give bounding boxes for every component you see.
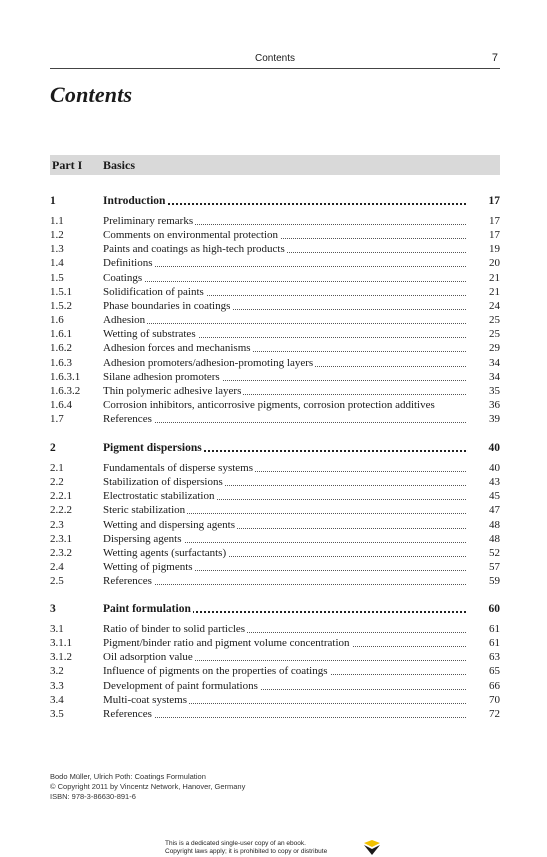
toc-entry-row <box>50 313 500 327</box>
toc-title: Introduction <box>103 195 166 207</box>
toc-number: 1.2 <box>50 229 64 241</box>
toc-page-number: 17 <box>489 229 500 241</box>
toc-number: 3 <box>50 603 56 615</box>
toc-title: Electrostatic stabilization <box>103 490 215 502</box>
toc-entry-row <box>50 327 500 341</box>
toc-title: Paints and coatings as high-tech products <box>103 243 285 255</box>
toc-page-number: 34 <box>489 371 500 383</box>
toc-number: 1.6.3 <box>50 357 72 369</box>
toc-entry-row <box>50 636 500 650</box>
toc-title-wrap <box>103 475 466 489</box>
ebook-notice-line-1: This is a dedicated single-user copy of an ebook. <box>165 840 306 847</box>
toc-number: 3.1.1 <box>50 637 72 649</box>
toc-number: 3.4 <box>50 694 64 706</box>
toc-title-wrap <box>103 228 466 242</box>
toc-number: 1.6 <box>50 314 64 326</box>
toc-entry-row <box>50 356 500 370</box>
toc-title: Pigment/binder ratio and pigment volume concentration <box>103 637 350 649</box>
toc-page-number: 25 <box>489 314 500 326</box>
toc-title: Wetting of substrates <box>103 328 196 340</box>
ebook-notice <box>165 840 327 855</box>
toc-title: Phase boundaries in coatings <box>103 300 231 312</box>
toc-entry-row <box>50 412 500 426</box>
part-name: Basics <box>103 158 136 172</box>
toc-number: 1.5 <box>50 272 64 284</box>
toc-title: Steric stabilization <box>103 504 186 516</box>
toc-page-number: 63 <box>489 651 500 663</box>
toc-number: 1.5.2 <box>50 300 72 312</box>
toc-page-number: 43 <box>489 476 500 488</box>
toc-title-wrap <box>103 193 466 209</box>
toc-title-wrap <box>103 622 466 636</box>
toc-entry-row <box>50 228 500 242</box>
toc-title: Stabilization of dispersions <box>103 476 223 488</box>
toc-title-wrap <box>103 242 466 256</box>
toc-entry-row <box>50 664 500 678</box>
toc-title: Adhesion <box>103 314 146 326</box>
toc-number: 2.5 <box>50 575 64 587</box>
toc-entry-row <box>50 650 500 664</box>
toc-title-wrap <box>103 341 466 355</box>
toc-entry-row <box>50 214 500 228</box>
credits-isbn: ISBN: 978-3-86630-891-6 <box>50 792 136 801</box>
toc-title: Oil adsorption value <box>103 651 193 663</box>
toc-entry-row <box>50 299 500 313</box>
toc-title-wrap <box>103 412 466 426</box>
toc-entry-row <box>50 532 500 546</box>
toc-title: Coatings <box>103 272 143 284</box>
toc-title: Wetting agents (surfactants) <box>103 547 227 559</box>
toc-page-number: 52 <box>489 547 500 559</box>
toc-title: Thin polymeric adhesive layers <box>103 385 242 397</box>
toc-page-number: 19 <box>489 243 500 255</box>
toc-title: Preliminary remarks <box>103 215 194 227</box>
toc-number: 3.2 <box>50 665 64 677</box>
toc-title: Silane adhesion promoters <box>103 371 220 383</box>
toc-number: 1.6.1 <box>50 328 72 340</box>
toc-entry-row <box>50 461 500 475</box>
toc-title-wrap <box>103 313 466 327</box>
ebook-notice-line-2: Copyright laws apply; it is prohibited to copy or distribute <box>165 847 328 855</box>
toc-number: 1.7 <box>50 413 64 425</box>
toc-page-number: 72 <box>489 708 500 720</box>
toc-page-number: 61 <box>489 623 500 635</box>
toc-entry-row <box>50 489 500 503</box>
toc-number: 2.2 <box>50 476 64 488</box>
toc-chapter-row <box>50 440 500 456</box>
toc-entry-row <box>50 475 500 489</box>
toc-number: 2.3.1 <box>50 533 72 545</box>
toc-title: References <box>103 413 152 425</box>
toc-page-number: 60 <box>488 603 500 615</box>
toc-title-wrap <box>103 636 466 650</box>
toc-entry-row <box>50 503 500 517</box>
toc-title-wrap <box>103 440 466 456</box>
toc-page-number: 17 <box>488 195 500 207</box>
toc-number: 1.6.2 <box>50 342 72 354</box>
toc-number: 1.5.1 <box>50 286 72 298</box>
publisher-logo-icon <box>362 840 382 856</box>
toc-entry-row <box>50 518 500 532</box>
toc-number: 2.3.2 <box>50 547 72 559</box>
toc-page-number: 47 <box>489 504 500 516</box>
toc-number: 1.6.4 <box>50 399 72 411</box>
toc-number: 2.2.1 <box>50 490 72 502</box>
page-title: Contents <box>50 82 133 107</box>
toc-page-number: 45 <box>489 490 500 502</box>
toc-title-wrap <box>103 707 466 721</box>
toc-title: References <box>103 575 152 587</box>
toc-title-wrap <box>103 601 466 617</box>
toc-title-wrap <box>103 532 466 546</box>
toc-entry-row <box>50 574 500 588</box>
toc-entry-row <box>50 341 500 355</box>
toc-entry-row <box>50 285 500 299</box>
toc-title: Wetting of pigments <box>103 561 193 573</box>
toc-entry-row <box>50 271 500 285</box>
toc-title: Definitions <box>103 257 153 269</box>
toc-page-number: 48 <box>489 519 500 531</box>
toc-entry-row <box>50 622 500 636</box>
toc-title-wrap <box>103 356 466 370</box>
toc-page-number: 34 <box>489 357 500 369</box>
toc-entry-row <box>50 679 500 693</box>
toc-title: Comments on environmental protection <box>103 229 279 241</box>
toc-page-number: 61 <box>489 637 500 649</box>
dot-leader <box>103 422 466 423</box>
toc-title: Multi-coat systems <box>103 694 188 706</box>
toc-number: 2.1 <box>50 462 64 474</box>
toc-page-number: 36 <box>489 399 500 411</box>
toc-page-number: 35 <box>489 385 500 397</box>
toc-entry-row <box>50 693 500 707</box>
toc-title: Adhesion forces and mechanisms <box>103 342 251 354</box>
toc-number: 2.3 <box>50 519 64 531</box>
toc-number: 3.3 <box>50 680 64 692</box>
toc-number: 2.4 <box>50 561 64 573</box>
toc-number: 1.6.3.1 <box>50 371 81 383</box>
toc-number: 2.2.2 <box>50 504 72 516</box>
toc-title-wrap <box>103 299 466 313</box>
toc-title-wrap <box>103 398 466 412</box>
toc-title: Solidification of paints <box>103 286 204 298</box>
toc-title-wrap <box>103 489 466 503</box>
toc-title-wrap <box>103 650 466 664</box>
toc-number: 2 <box>50 442 56 454</box>
toc-page-number: 66 <box>489 680 500 692</box>
toc-number: 1.4 <box>50 257 64 269</box>
toc-title: References <box>103 708 152 720</box>
toc-entry-row <box>50 546 500 560</box>
toc-chapter-row <box>50 601 500 617</box>
toc-number: 1.6.3.2 <box>50 385 81 397</box>
toc-page-number: 25 <box>489 328 500 340</box>
running-header-page-number: 7 <box>491 52 498 64</box>
toc-title-wrap <box>103 679 466 693</box>
toc-title-wrap <box>103 574 466 588</box>
toc-entry-row <box>50 384 500 398</box>
toc-page-number: 21 <box>489 272 500 284</box>
toc-title-wrap <box>103 518 466 532</box>
toc-entry-row <box>50 560 500 574</box>
toc-title-wrap <box>103 327 466 341</box>
toc-number: 1.3 <box>50 243 64 255</box>
toc-chapter-row <box>50 193 500 209</box>
toc-entry-row <box>50 256 500 270</box>
toc-title-wrap <box>103 271 466 285</box>
toc-page-number: 57 <box>489 561 500 573</box>
toc-title: Development of paint formulations <box>103 680 258 692</box>
toc-title-wrap <box>103 370 466 384</box>
toc-page-number: 39 <box>489 413 500 425</box>
dot-leader <box>103 717 466 718</box>
toc-page-number: 70 <box>489 694 500 706</box>
toc-page-number: 20 <box>489 257 500 269</box>
toc-title: Ratio of binder to solid particles <box>103 623 246 635</box>
toc-entry-row <box>50 398 500 412</box>
toc-title-wrap <box>103 560 466 574</box>
toc-page-number: 48 <box>489 533 500 545</box>
toc-title-wrap <box>103 503 466 517</box>
toc-number: 1.1 <box>50 215 64 227</box>
toc-page-number: 29 <box>489 342 500 354</box>
running-header <box>50 52 500 69</box>
toc-title: Paint formulation <box>103 603 191 615</box>
toc-title: Influence of pigments on the properties of coatings <box>103 665 328 677</box>
part-number: Part I <box>52 158 83 172</box>
toc-entry-row <box>50 370 500 384</box>
credits-copyright: © Copyright 2011 by Vincentz Network, Hanover, Germany <box>50 782 246 791</box>
toc-title-wrap <box>103 256 466 270</box>
toc-page-number: 65 <box>489 665 500 677</box>
dot-leader <box>103 323 466 324</box>
toc-title-wrap <box>103 664 466 678</box>
book-credits <box>50 772 245 802</box>
part-heading <box>50 155 500 175</box>
toc-title: Fundamentals of disperse systems <box>103 462 254 474</box>
credits-authors-title: Bodo Müller, Ulrich Poth: Coatings Formulation <box>50 772 206 781</box>
toc-number: 1 <box>50 195 56 207</box>
dot-leader <box>103 266 466 267</box>
toc-title: Pigment dispersions <box>103 442 202 454</box>
toc-title: Adhesion promoters/adhesion-promoting layers <box>103 357 314 369</box>
running-header-title: Contents <box>254 53 296 64</box>
toc-title-wrap <box>103 693 466 707</box>
toc-number: 3.1.2 <box>50 651 72 663</box>
dot-leader <box>103 584 466 585</box>
toc-title-wrap <box>103 285 466 299</box>
toc-page-number: 59 <box>489 575 500 587</box>
toc-entry-row <box>50 707 500 721</box>
toc-page-number: 40 <box>489 462 500 474</box>
toc-number: 3.5 <box>50 708 64 720</box>
toc-page-number: 24 <box>489 300 500 312</box>
toc-number: 3.1 <box>50 623 64 635</box>
toc-title: Dispersing agents <box>103 533 182 545</box>
toc-page-number: 40 <box>488 442 500 454</box>
toc-page-number: 17 <box>489 215 500 227</box>
dot-leader <box>103 281 466 282</box>
toc-page-number: 21 <box>489 286 500 298</box>
toc-entry-row <box>50 242 500 256</box>
toc-title: Wetting and dispersing agents <box>103 519 236 531</box>
toc-title-wrap <box>103 546 466 560</box>
toc-title-wrap <box>103 214 466 228</box>
toc-title-wrap <box>103 384 466 398</box>
toc-title-wrap <box>103 461 466 475</box>
toc-title: Corrosion inhibitors, anticorrosive pigments, corrosion protection additives <box>103 399 435 411</box>
